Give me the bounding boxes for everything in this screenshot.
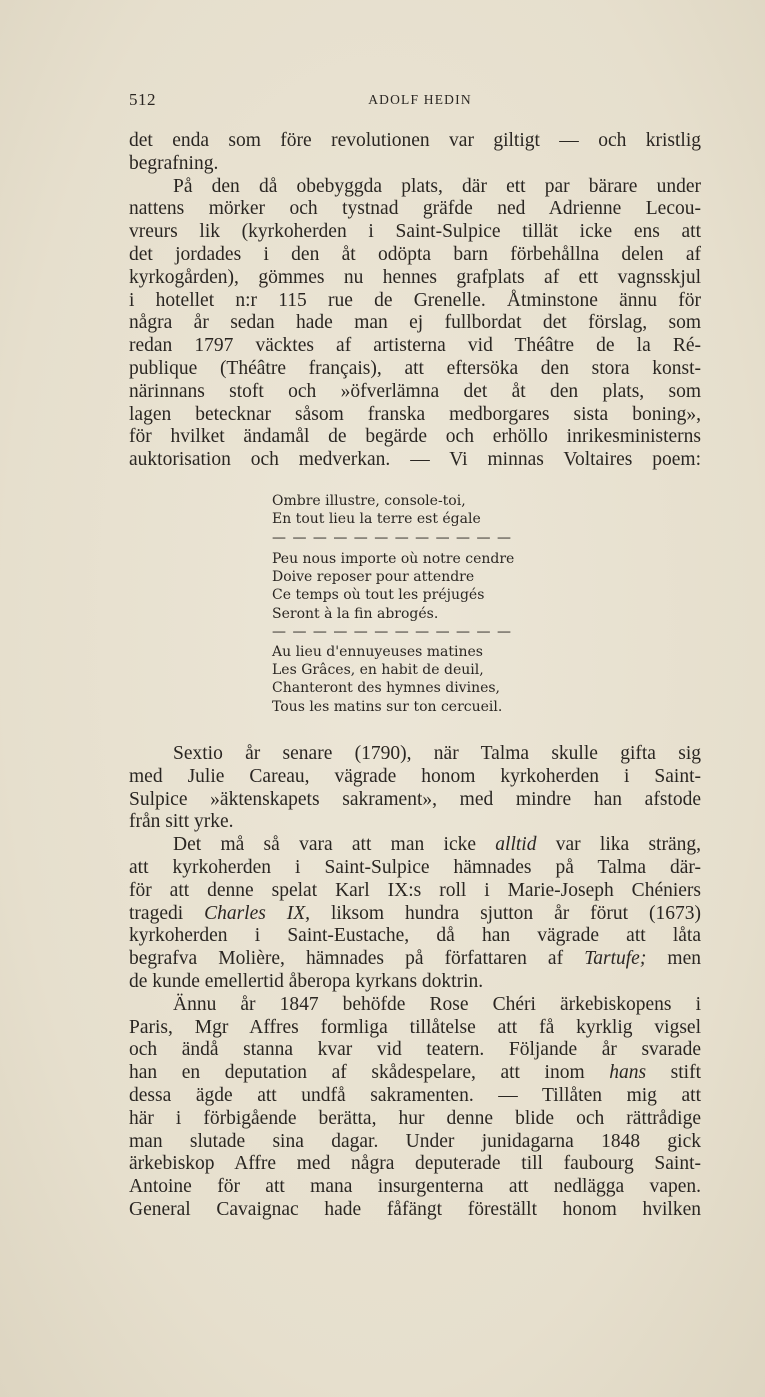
text-line: och ändå stanna kvar vid teatern. Följande år svarade (129, 1039, 701, 1061)
text-run: liksom hundra sjutton år förut (1673) (310, 902, 701, 924)
poem-line: Chanteront des hymnes divines, (272, 680, 500, 697)
text-run: Det må så vara att man icke (173, 834, 496, 856)
text-line: man slutade sina dagar. Under junidagarna 1848 gick (129, 1130, 701, 1152)
text-line: i hotellet n:r 115 rue de Grenelle. Åtminstone ännu för (129, 289, 701, 311)
italic-run: Charles IX, (204, 902, 311, 924)
text-line (129, 903, 701, 926)
text-line: kyrkogården), gömmes nu hennes grafplats af ett vagnsskjul (129, 266, 701, 288)
text-line: Paris, Mgr Affres formliga tillåtelse att få kyrklig vigsel (129, 1016, 701, 1038)
italic-run: alltid (495, 834, 537, 856)
text-line: Ännu år 1847 behöfde Rose Chéri ärkebiskopens i (173, 993, 701, 1015)
dash-separator: — — — — — — — — — — — — (272, 530, 512, 546)
poem-separator-2 (272, 623, 572, 641)
italic-run: hans (609, 1062, 647, 1084)
poem-line: Peu nous importe où notre cendre (272, 551, 515, 567)
text-run: var lika sträng, (536, 834, 701, 856)
text-line: begrafning. (129, 152, 219, 174)
text-line: kyrkoherden i Saint-Eustache, då han vägrade att låta (129, 925, 701, 947)
text-run: tragedi (129, 902, 205, 924)
poem-line: Tous les matins sur ton cercueil. (272, 698, 503, 715)
paragraph-block-1 (129, 130, 701, 472)
text-line: vreurs lik (kyrkoherden i Saint-Sulpice tillät icke ens att (129, 221, 701, 243)
text-line: På den då obebyggda plats, där ett par bärare under (173, 175, 701, 197)
text-run: begrafva Molière, hämnades på författaren af (129, 948, 585, 970)
text-line: närinnans stoft och »öfverlämna det åt den plats, som (129, 380, 701, 402)
poem-line: Doive reposer pour attendre (272, 569, 475, 586)
text-line: med Julie Careau, vägrade honom kyrkoherden i Saint- (129, 765, 701, 787)
text-line: det jordades i den åt odöpta barn förbehållna delen af (129, 243, 701, 265)
paragraph-block-2 (129, 743, 701, 1222)
text-line (129, 948, 701, 971)
text-line: dessa ägde att undfå sakramenten. — Tillåten mig att (129, 1084, 701, 1106)
text-line: här i förbigående berätta, hur denne blide och rättrådige (129, 1107, 701, 1129)
text-run: stift (646, 1062, 701, 1084)
text-line (129, 834, 701, 857)
poem-separator-1 (272, 529, 572, 547)
text-line: lagen betecknar såsom franska medborgares sista boning», (129, 403, 701, 425)
poem-line: Ce temps où tout les préjugés (272, 587, 485, 604)
poem-line: Ombre illustre, console-toi, (272, 493, 466, 509)
running-head: ADOLF HEDIN (368, 92, 472, 107)
dash-separator: — — — — — — — — — — — — (272, 624, 512, 640)
poem-line: Les Grâces, en habit de deuil, (272, 662, 484, 679)
text-line: att kyrkoherden i Saint-Sulpice hämnades på Talma där- (129, 856, 701, 878)
text-line: Sulpice »äktenskapets sakrament», med mindre han afstode (129, 788, 701, 810)
poem-stanza-1 (272, 492, 572, 528)
text-line: för hvilket ändamål de begärde och erhöllo inrikesministerns (129, 426, 701, 448)
text-line: nattens mörker och tystnad gräfde ned Adrienne Lecou- (129, 198, 701, 220)
poem-line: En tout lieu la terre est égale (272, 511, 481, 528)
text-line: några år sedan hade man ej fullbordat det förslag, som (129, 312, 701, 334)
poem-stanza-3 (272, 643, 572, 716)
text-line: Antoine för att mana insurgenterna att nedlägga vapen. (129, 1176, 701, 1198)
page-header (129, 90, 701, 112)
text-line: de kunde emellertid åberopa kyrkans doktrin. (129, 970, 484, 992)
text-line: Sextio år senare (1790), när Talma skulle gifta sig (173, 743, 701, 764)
text-line: ärkebiskop Affre med några deputerade till faubourg Saint- (129, 1153, 701, 1175)
text-line: för att denne spelat Karl IX:s roll i Marie-Joseph Chéniers (129, 879, 701, 901)
poem-line: Au lieu d'ennuyeuses matines (272, 644, 483, 660)
text-run: men (646, 948, 701, 970)
text-line (129, 1062, 701, 1085)
text-line: det enda som före revolutionen var giltigt — och kristlig (129, 130, 701, 151)
poem-line: Seront à la fin abrogés. (272, 605, 439, 622)
text-line: från sitt yrke. (129, 811, 234, 833)
poem-stanza-2 (272, 550, 572, 623)
text-line: publique (Théâtre français), att eftersöka den stora konst- (129, 357, 701, 379)
text-line: redan 1797 väcktes af artisterna vid Théâtre de la Ré- (129, 335, 701, 357)
italic-run: Tartufe; (584, 948, 647, 970)
page-number: 512 (129, 90, 156, 109)
text-line: General Cavaignac hade fåfängt föreställt honom hvilken (129, 1198, 701, 1220)
text-run: han en deputation af skådespelare, att inom (129, 1062, 610, 1084)
text-line: auktorisation och medverkan. — Vi minnas Voltaires poem: (129, 449, 701, 471)
